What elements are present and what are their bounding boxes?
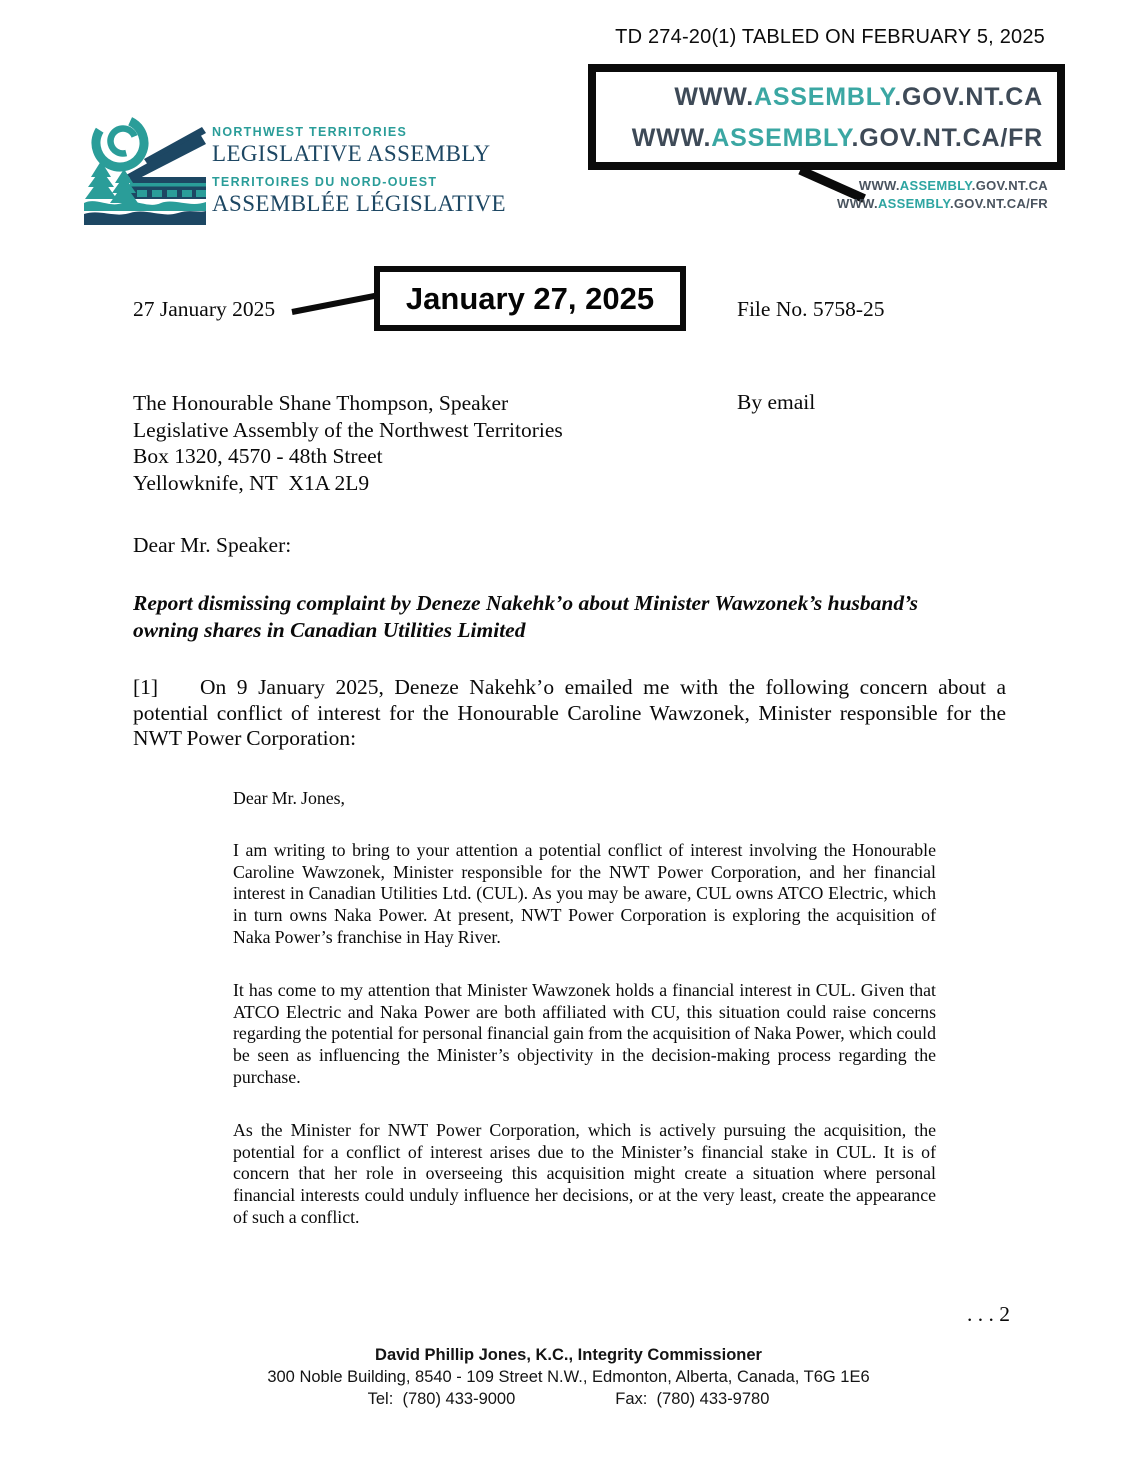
logo-title-en-small: NORTHWEST TERRITORIES (212, 125, 408, 139)
logo-title-fr: ASSEMBLÉE LÉGISLATIVE (212, 191, 506, 216)
date-leader-line (291, 293, 377, 315)
letter-date: 27 January 2025 (133, 297, 276, 321)
tabled-line: TD 274-20(1) TABLED ON FEBRUARY 5, 2025 (615, 26, 1045, 48)
logo-emblem-icon (84, 113, 206, 225)
small-url-line-en: WWW.ASSEMBLY.GOV.NT.CA (858, 178, 1048, 193)
small-url-line-fr: WWW.ASSEMBLY.GOV.NT.CA/FR (837, 195, 1048, 211)
subject-line-1: Report dismissing complaint by Deneze Nakehk’o about Minister Wawzonek’s husband’s (133, 591, 919, 615)
commissioner-name: David Phillip Jones, K.C., Integrity Commissioner (375, 1346, 762, 1364)
recipient-address (133, 390, 563, 496)
salutation: Dear Mr. Speaker: (133, 533, 292, 557)
small-urls (837, 177, 1048, 212)
file-number: File No. 5758-25 (737, 297, 885, 321)
paragraph-1 (133, 675, 1006, 752)
footer-contact (0, 1346, 1137, 1412)
url-banner-box (588, 64, 1065, 170)
subject-title (133, 590, 918, 643)
page-continuation-marker: . . . 2 (967, 1302, 1010, 1326)
quote-paragraph: I am writing to bring to your attention a potential conflict of interest involving the Honourable Caroline Wawzonek, Minister responsible for the NWT Power Corporation, and her financial interest in Canadian Utilities Ltd. (CUL). As you may be aware, CUL owns ATCO Electric, which in turn owns Naka Power. At present, NWT Power Corporation is exploring the acquisition of Naka Power’s franchise in Hay River. (233, 839, 936, 947)
recipient-line: Yellowknife, NT X1A 2L9 (133, 470, 370, 495)
telephone-number: Tel: (780) 433-9000 (367, 1390, 516, 1408)
footer-tel-fax (0, 1390, 1137, 1408)
date-annotation-box: January 27, 2025 (374, 266, 686, 331)
quote-paragraph: As the Minister for NWT Power Corporation, which is actively pursuing the acquisition, the potential for a conflict of interest arises due to the Minister’s financial stake in CUL. It is of concern that her role in overseeing this acquisition might create a situation where personal financial interests could unduly influence her decisions, or at the very least, create the appearance of such a conflict. (233, 1119, 936, 1227)
url-banner-line-en: WWW.ASSEMBLY.GOV.NT.CA (674, 83, 1043, 111)
quote-paragraph: It has come to my attention that Minister Wawzonek holds a financial interest in CUL. Given that ATCO Electric and Naka Power are both affiliated with CU, this situation could raise concerns regarding the potential for personal financial gain from the acquisition of Naka Power, which could be seen as influencing the Minister’s objectivity in the decision-making process regarding the purchase. (233, 979, 936, 1087)
quote-salutation: Dear Mr. Jones, (233, 788, 345, 808)
subject-line-2: owning shares in Canadian Utilities Limited (133, 617, 526, 642)
paragraph-1-text: On 9 January 2025, Deneze Nakehk’o emailed me with the following concern about a potential conflict of interest for the Honourable Caroline Wawzonek, Minister responsible for the NWT Power Corporation: (133, 675, 1006, 751)
url-banner-line-fr: WWW.ASSEMBLY.GOV.NT.CA/FR (631, 124, 1043, 152)
paragraph-1-number: [1] (133, 675, 159, 699)
logo-title-fr-small: TERRITOIRES DU NORD-OUEST (212, 175, 438, 189)
legislative-assembly-logo (84, 112, 524, 227)
fax-number: Fax: (780) 433-9780 (615, 1390, 770, 1408)
quoted-email (233, 788, 936, 1229)
recipient-line: Legislative Assembly of the Northwest Territories (133, 417, 563, 442)
logo-title-en: LEGISLATIVE ASSEMBLY (212, 141, 491, 166)
commissioner-address: 300 Noble Building, 8540 - 109 Street N.W., Edmonton, Alberta, Canada, T6G 1E6 (267, 1368, 870, 1386)
delivery-method: By email (737, 390, 816, 414)
recipient-line: Box 1320, 4570 - 48th Street (133, 444, 383, 468)
recipient-line: The Honourable Shane Thompson, Speaker (133, 391, 509, 415)
